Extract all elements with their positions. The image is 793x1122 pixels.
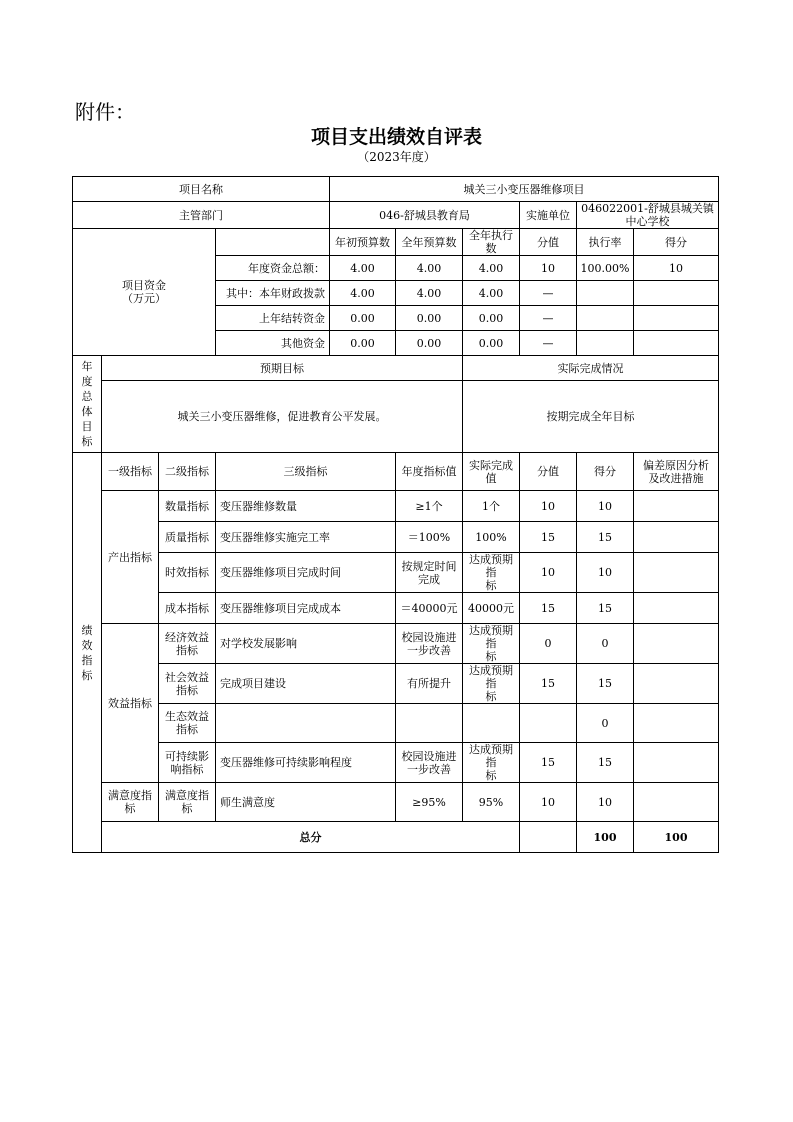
funds-header-cell: 执行率 (577, 229, 634, 256)
dept-label: 主管部门 (73, 202, 330, 229)
page-title: 项目支出绩效自评表 (310, 126, 482, 148)
score-value: 10 (520, 783, 577, 822)
score-value: 15 (520, 593, 577, 624)
level1-indicator: 产出指标 (102, 491, 159, 624)
actual-value: 达成预期指 标 (463, 743, 520, 783)
score-value: 10 (520, 491, 577, 522)
score-value: 15 (520, 743, 577, 783)
perf-header-cell: 偏差原因分析 及改进措施 (634, 453, 719, 491)
level3-indicator: 师生满意度 (216, 783, 396, 822)
deviation-note (634, 553, 719, 593)
funds-header-cell: 全年执行数 (463, 229, 520, 256)
level3-indicator: 变压器维修项目完成成本 (216, 593, 396, 624)
perf-header-cell: 年度指标值 (396, 453, 463, 491)
level2-indicator: 质量指标 (159, 522, 216, 553)
funds-cell (634, 281, 719, 306)
score-value: 15 (520, 522, 577, 553)
funds-cell: 0.00 (396, 306, 463, 331)
unit-value: 046022001-舒城县城关镇中心学校 (577, 202, 719, 229)
level2-indicator: 满意度指 标 (159, 783, 216, 822)
actual-value (463, 704, 520, 743)
funds-cell (577, 306, 634, 331)
deviation-note (634, 522, 719, 553)
target-value: 校园设施进 一步改善 (396, 624, 463, 664)
project-name-label: 项目名称 (73, 177, 330, 202)
funds-header-row (73, 229, 719, 256)
total-got: 100 (634, 822, 719, 853)
funds-header-cell: 得分 (634, 229, 719, 256)
deviation-note (634, 593, 719, 624)
got-value: 0 (577, 704, 634, 743)
deviation-note (634, 491, 719, 522)
actual-value: 达成预期指 标 (463, 553, 520, 593)
target-value (396, 704, 463, 743)
got-value: 0 (577, 624, 634, 664)
score-value: 10 (520, 553, 577, 593)
score-value: 15 (520, 664, 577, 704)
perf-row (73, 743, 719, 783)
level2-indicator: 时效指标 (159, 553, 216, 593)
attachment-label: 附件： (75, 100, 135, 124)
level3-indicator: 变压器维修数量 (216, 491, 396, 522)
funds-cell: — (520, 306, 577, 331)
score-value: 0 (520, 624, 577, 664)
funds-cell (634, 306, 719, 331)
target-value: 有所提升 (396, 664, 463, 704)
funds-cell: — (520, 281, 577, 306)
actual-value: 40000元 (463, 593, 520, 624)
goals-header-row (73, 356, 719, 381)
got-value: 10 (577, 553, 634, 593)
funds-cell: 0.00 (330, 306, 396, 331)
goals-content-row (73, 381, 719, 453)
got-value: 15 (577, 593, 634, 624)
actual-value: 95% (463, 783, 520, 822)
deviation-note (634, 704, 719, 743)
actual-value: 达成预期指 标 (463, 624, 520, 664)
level2-indicator: 数量指标 (159, 491, 216, 522)
funds-cell: 0.00 (463, 306, 520, 331)
perf-row (73, 624, 719, 664)
level1-indicator: 效益指标 (102, 624, 159, 783)
level3-indicator: 变压器维修实施完工率 (216, 522, 396, 553)
funds-cell: — (520, 331, 577, 356)
unit-label: 实施单位 (520, 202, 577, 229)
actual-result: 按期完成全年目标 (463, 381, 719, 453)
expected-goal: 城关三小变压器维修，促进教育公平发展。 (102, 381, 463, 453)
level3-indicator: 对学校发展影响 (216, 624, 396, 664)
perf-row (73, 491, 719, 522)
perf-row (73, 593, 719, 624)
level3-indicator: 变压器维修可持续影响程度 (216, 743, 396, 783)
perf-header-cell: 二级指标 (159, 453, 216, 491)
expected-goal-header: 预期目标 (102, 356, 463, 381)
funds-cell: 4.00 (463, 256, 520, 281)
perf-header-cell: 三级指标 (216, 453, 396, 491)
perf-row (73, 553, 719, 593)
funds-cell: 4.00 (396, 281, 463, 306)
target-value: ＝100% (396, 522, 463, 553)
funds-label: 项目资金 （万元） (73, 229, 216, 356)
actual-value: 100% (463, 522, 520, 553)
perf-header-row (73, 453, 719, 491)
evaluation-table (72, 176, 719, 853)
funds-header-cell: 全年预算数 (396, 229, 463, 256)
funds-cell: 0.00 (463, 331, 520, 356)
target-value: 校园设施进 一步改善 (396, 743, 463, 783)
level2-indicator: 社会效益 指标 (159, 664, 216, 704)
level2-indicator: 可持续影 响指标 (159, 743, 216, 783)
perf-header-cell: 得分 (577, 453, 634, 491)
funds-cell (634, 331, 719, 356)
funds-row-label: 上年结转资金 (216, 306, 330, 331)
got-value: 15 (577, 522, 634, 553)
target-value: ≥95% (396, 783, 463, 822)
project-name-row (73, 177, 719, 202)
goals-label: 年度总体目标 (73, 356, 102, 453)
perf-header-cell: 分值 (520, 453, 577, 491)
level2-indicator: 成本指标 (159, 593, 216, 624)
level1-indicator: 满意度指 标 (102, 783, 159, 822)
perf-row (73, 664, 719, 704)
project-name: 城关三小变压器维修项目 (330, 177, 719, 202)
funds-header-blank (216, 229, 330, 256)
total-blank (520, 822, 577, 853)
funds-cell: 4.00 (330, 281, 396, 306)
got-value: 10 (577, 491, 634, 522)
funds-row-label: 其中：本年财政拨款 (216, 281, 330, 306)
actual-result-header: 实际完成情况 (463, 356, 719, 381)
got-value: 10 (577, 783, 634, 822)
target-value: ＝40000元 (396, 593, 463, 624)
funds-header-cell: 分值 (520, 229, 577, 256)
deviation-note (634, 783, 719, 822)
total-label: 总分 (102, 822, 520, 853)
deviation-note (634, 743, 719, 783)
page-subtitle: （2023年度） (357, 150, 436, 164)
deviation-note (634, 664, 719, 704)
dept-value: 046-舒城县教育局 (330, 202, 520, 229)
perf-header-cell: 实际完成值 (463, 453, 520, 491)
level2-indicator: 生态效益 指标 (159, 704, 216, 743)
perf-row (73, 783, 719, 822)
funds-cell (577, 281, 634, 306)
funds-cell: 10 (520, 256, 577, 281)
perf-row (73, 522, 719, 553)
funds-cell: 100.00% (577, 256, 634, 281)
funds-header-cell: 年初预算数 (330, 229, 396, 256)
funds-cell: 10 (634, 256, 719, 281)
table-body (73, 177, 719, 853)
level3-indicator: 完成项目建设 (216, 664, 396, 704)
total-row (73, 822, 719, 853)
target-value: 按规定时间 完成 (396, 553, 463, 593)
level2-indicator: 经济效益 指标 (159, 624, 216, 664)
total-score: 100 (577, 822, 634, 853)
perf-row (73, 704, 719, 743)
dept-row (73, 202, 719, 229)
funds-cell: 4.00 (330, 256, 396, 281)
score-value (520, 704, 577, 743)
target-value: ≥1个 (396, 491, 463, 522)
got-value: 15 (577, 743, 634, 783)
funds-cell (577, 331, 634, 356)
funds-row-label: 年度资金总额： (216, 256, 330, 281)
actual-value: 1个 (463, 491, 520, 522)
deviation-note (634, 624, 719, 664)
funds-row-label: 其他资金 (216, 331, 330, 356)
funds-cell: 4.00 (463, 281, 520, 306)
funds-cell: 4.00 (396, 256, 463, 281)
perf-label: 绩效指标 (73, 453, 102, 853)
actual-value: 达成预期指 标 (463, 664, 520, 704)
level3-indicator (216, 704, 396, 743)
funds-cell: 0.00 (396, 331, 463, 356)
perf-header-cell: 一级指标 (102, 453, 159, 491)
level3-indicator: 变压器维修项目完成时间 (216, 553, 396, 593)
funds-cell: 0.00 (330, 331, 396, 356)
got-value: 15 (577, 664, 634, 704)
